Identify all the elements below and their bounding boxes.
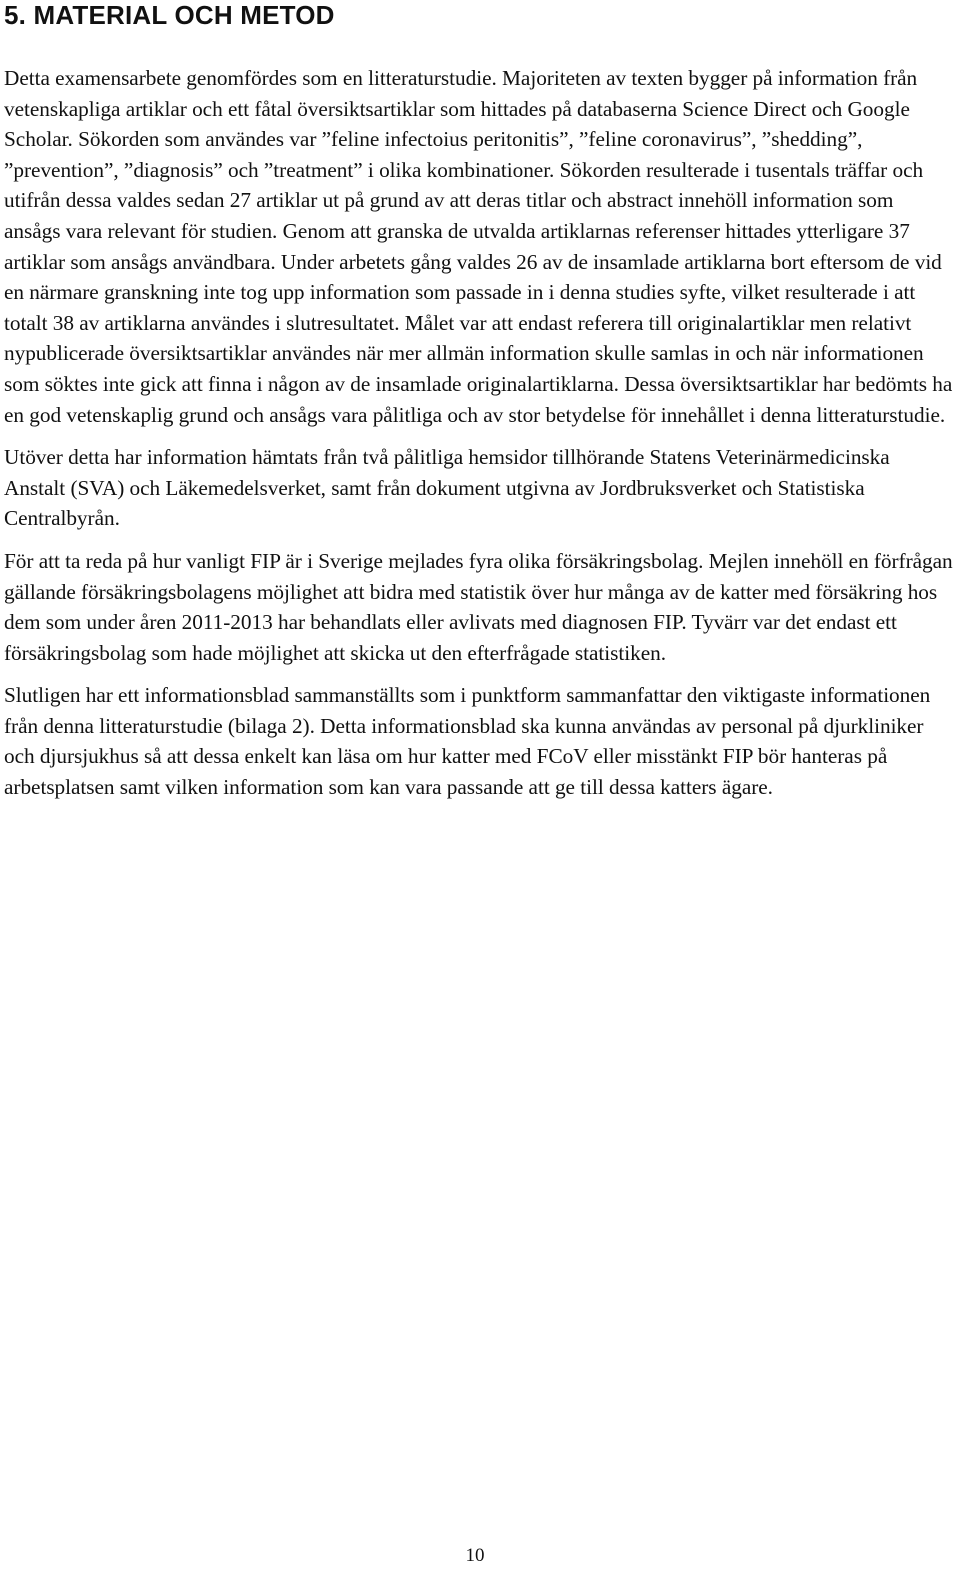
paragraph-method-overview: Detta examensarbete genomfördes som en litteraturstudie. Majoriteten av texten bygger på information från vetenskapliga artiklar och ett fåtal översiktsartiklar som hittades på databaserna Science Direct och Google Scholar. Sökorden som användes var ”feline infectoius peritonitis”, ”feline coronavirus”, ”shedding”, ”prevention”, ”diagnosis” och ”treatment” i olika kombinationer. Sökorden resulterade i tusentals träffar och utifrån dessa valdes sedan 27 artiklar ut på grund av att deras titlar och abstract innehöll information som ansågs vara relevant för studien. Genom att granska de utvalda artiklarnas referenser hittades ytterligare 37 artiklar som ansågs användbara. Under arbetets gång valdes 26 av de insamlade artiklarna bort eftersom de vid en närmare granskning inte tog upp information som passade in i denna studies syfte, vilket resulterade i att totalt 38 av artiklarna användes i slutresultatet. Målet var att endast referera till originalartiklar men relativt nypublicerade översiktsartiklar användes när mer allmän information skulle samlas in och när informationen som söktes inte gick att finna i någon av de insamlade originalartiklarna. Dessa översiktsartiklar har bedömts ha en god vetenskaplig grund och ansågs vara pålitliga och av stor betydelse för innehållet i denna litteraturstudie. [4,66,953,427]
document-page [4,0,954,803]
section-heading: 5. MATERIAL OCH METOD [4,0,335,30]
page-number: 10 [465,1545,485,1566]
paragraph-information-sheet: Slutligen har ett informationsblad sammanställts som i punktform sammanfattar den viktigaste informationen från denna litteraturstudie (bilaga 2). Detta informationsblad ska kunna användas av personal på djurkliniker och djursjukhus så att dessa enkelt kan läsa om hur katter med FCoV eller misstänkt FIP bör hanteras på arbetsplatsen samt vilken information som kan vara passande att ge till dessa katters ägare. [4,683,931,800]
paragraph-additional-sources: Utöver detta har information hämtats från två pålitliga hemsidor tillhörande Statens Veterinärmedicinska Anstalt (SVA) och Läkemedelsverket, samt från dokument utgivna av Jordbruksverket och Statistiska Centralbyrån. [4,445,890,531]
paragraph-insurance-statistics: För att ta reda på hur vanligt FIP är i Sverige mejlades fyra olika försäkringsbolag. Mejlen innehöll en förfrågan gällande försäkringsbolagens möjlighet att bidra med statistik över hur många av de katter med försäkring hos dem som under åren 2011-2013 har behandlats eller avlivats med diagnosen FIP. Tyvärr var det endast ett försäkringsbolag som hade möjlighet att skicka ut den efterfrågade statistiken. [4,548,953,665]
